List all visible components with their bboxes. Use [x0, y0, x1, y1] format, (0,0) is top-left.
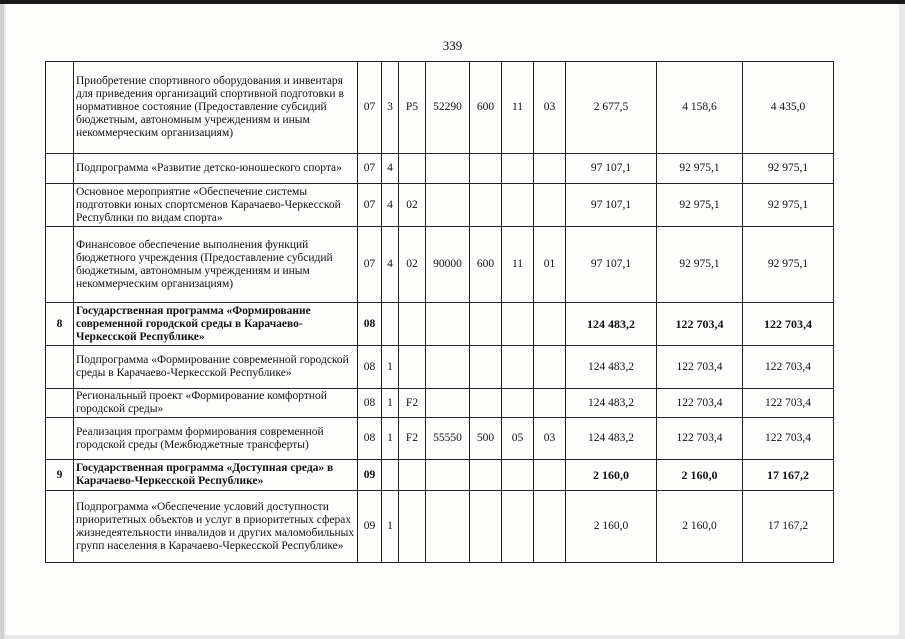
code-subprogram: 4	[382, 184, 399, 227]
code-event: 02	[399, 227, 426, 303]
code-direction	[426, 389, 470, 418]
amount-year-3: 17 167,2	[743, 460, 834, 491]
code-direction	[426, 303, 470, 346]
code-division	[502, 389, 534, 418]
code-expense-type	[470, 303, 502, 346]
code-event	[399, 460, 426, 491]
code-event	[399, 303, 426, 346]
code-subprogram	[382, 460, 399, 491]
code-direction	[426, 346, 470, 389]
code-expense-type: 600	[470, 62, 502, 154]
code-expense-type	[470, 460, 502, 491]
amount-year-1: 97 107,1	[566, 227, 657, 303]
row-description: Подпрограмма «Развитие детско-юношеского спорта»	[74, 154, 358, 184]
code-division	[502, 154, 534, 184]
page-number: 339	[442, 38, 463, 53]
code-event: P5	[399, 62, 426, 154]
code-section: 08	[358, 303, 382, 346]
code-subdivision: 03	[534, 418, 566, 460]
code-division	[502, 303, 534, 346]
code-expense-type: 600	[470, 227, 502, 303]
row-description: Подпрограмма «Формирование современной городской среды в Карачаево-Черкесской Республике»	[74, 346, 358, 389]
table-row	[46, 184, 834, 227]
table-row	[46, 303, 834, 346]
scan-edge	[0, 0, 4, 639]
code-event: 02	[399, 184, 426, 227]
row-number: 9	[46, 460, 74, 491]
table-row	[46, 418, 834, 460]
code-expense-type	[470, 154, 502, 184]
amount-year-3: 92 975,1	[743, 227, 834, 303]
code-subprogram: 4	[382, 227, 399, 303]
amount-year-1: 2 677,5	[566, 62, 657, 154]
amount-year-1: 2 160,0	[566, 460, 657, 491]
amount-year-1: 124 483,2	[566, 418, 657, 460]
table-row	[46, 154, 834, 184]
code-direction: 55550	[426, 418, 470, 460]
table-row	[46, 389, 834, 418]
amount-year-1: 97 107,1	[566, 184, 657, 227]
code-subprogram	[382, 303, 399, 346]
amount-year-2: 92 975,1	[657, 227, 743, 303]
table-row	[46, 346, 834, 389]
code-direction: 52290	[426, 62, 470, 154]
table-row	[46, 62, 834, 154]
amount-year-2: 122 703,4	[657, 303, 743, 346]
code-subprogram: 1	[382, 346, 399, 389]
budget-table	[45, 61, 834, 563]
amount-year-1: 124 483,2	[566, 389, 657, 418]
code-division	[502, 346, 534, 389]
code-expense-type	[470, 389, 502, 418]
row-description: Реализация программ формирования современной городской среды (Межбюджетные трансферты)	[74, 418, 358, 460]
amount-year-3: 122 703,4	[743, 346, 834, 389]
row-number	[46, 227, 74, 303]
code-section: 07	[358, 184, 382, 227]
amount-year-1: 97 107,1	[566, 154, 657, 184]
code-direction	[426, 460, 470, 491]
row-description: Приобретение спортивного оборудования и инвентаря для приведения организаций спортивной подготовки в нормативное состояние (Предоставление субсидий бюджетным, автономным учреждениям и иным некоммерческим организациям)	[74, 62, 358, 154]
row-description: Государственная программа «Формирование современной городской среды в Карачаево-Черкесской Республике»	[74, 303, 358, 346]
code-subdivision: 01	[534, 227, 566, 303]
code-subdivision	[534, 184, 566, 227]
code-division: 11	[502, 227, 534, 303]
code-division: 11	[502, 62, 534, 154]
code-subdivision: 03	[534, 62, 566, 154]
row-description: Финансовое обеспечение выполнения функций бюджетного учреждения (Предоставление субсидий бюджетным, автономным учреждениям и иным некоммерческим организациям)	[74, 227, 358, 303]
amount-year-2: 92 975,1	[657, 154, 743, 184]
table-body	[46, 62, 834, 563]
code-expense-type: 500	[470, 418, 502, 460]
amount-year-3: 17 167,2	[743, 491, 834, 563]
code-division	[502, 184, 534, 227]
amount-year-1: 2 160,0	[566, 491, 657, 563]
code-section: 08	[358, 418, 382, 460]
code-subdivision	[534, 303, 566, 346]
amount-year-2: 2 160,0	[657, 491, 743, 563]
amount-year-1: 124 483,2	[566, 346, 657, 389]
amount-year-3: 122 703,4	[743, 389, 834, 418]
code-division: 05	[502, 418, 534, 460]
amount-year-2: 122 703,4	[657, 389, 743, 418]
code-event	[399, 491, 426, 563]
row-number	[46, 62, 74, 154]
row-number	[46, 346, 74, 389]
table-row	[46, 460, 834, 491]
row-description: Региональный проект «Формирование комфортной городской среды»	[74, 389, 358, 418]
amount-year-3: 122 703,4	[743, 418, 834, 460]
row-description: Подпрограмма «Обеспечение условий доступности приоритетных объектов и услуг в приоритетных сферах жизнедеятельности инвалидов и других маломобильных групп населения в Карачаево-Черкесской Республике»	[74, 491, 358, 563]
amount-year-3: 122 703,4	[743, 303, 834, 346]
code-subprogram: 4	[382, 154, 399, 184]
code-event	[399, 346, 426, 389]
code-subdivision	[534, 346, 566, 389]
code-direction	[426, 491, 470, 563]
amount-year-2: 2 160,0	[657, 460, 743, 491]
code-expense-type	[470, 346, 502, 389]
scan-top-border	[0, 0, 905, 4]
amount-year-3: 92 975,1	[743, 154, 834, 184]
code-subdivision	[534, 460, 566, 491]
code-section: 09	[358, 460, 382, 491]
amount-year-3: 4 435,0	[743, 62, 834, 154]
code-expense-type	[470, 184, 502, 227]
code-direction	[426, 184, 470, 227]
code-subprogram: 3	[382, 62, 399, 154]
code-section: 07	[358, 227, 382, 303]
amount-year-2: 122 703,4	[657, 346, 743, 389]
row-number	[46, 418, 74, 460]
code-division	[502, 460, 534, 491]
row-description: Государственная программа «Доступная среда» в Карачаево-Черкесской Республике»	[74, 460, 358, 491]
row-description: Основное мероприятие «Обеспечение системы подготовки юных спортсменов Карачаево-Черкесской Республики по видам спорта»	[74, 184, 358, 227]
code-section: 09	[358, 491, 382, 563]
code-section: 08	[358, 389, 382, 418]
row-number: 8	[46, 303, 74, 346]
code-section: 07	[358, 62, 382, 154]
amount-year-2: 122 703,4	[657, 418, 743, 460]
row-number	[46, 184, 74, 227]
amount-year-2: 4 158,6	[657, 62, 743, 154]
amount-year-1: 124 483,2	[566, 303, 657, 346]
code-subprogram: 1	[382, 418, 399, 460]
code-direction: 90000	[426, 227, 470, 303]
amount-year-2: 92 975,1	[657, 184, 743, 227]
row-number	[46, 491, 74, 563]
code-event: F2	[399, 389, 426, 418]
code-section: 07	[358, 154, 382, 184]
code-event	[399, 154, 426, 184]
code-event: F2	[399, 418, 426, 460]
code-subdivision	[534, 389, 566, 418]
code-subdivision	[534, 154, 566, 184]
code-expense-type	[470, 491, 502, 563]
code-subprogram: 1	[382, 389, 399, 418]
code-subdivision	[534, 491, 566, 563]
table-row	[46, 227, 834, 303]
code-division	[502, 491, 534, 563]
code-direction	[426, 154, 470, 184]
table-row	[46, 491, 834, 563]
row-number	[46, 389, 74, 418]
code-section: 08	[358, 346, 382, 389]
code-subprogram: 1	[382, 491, 399, 563]
amount-year-3: 92 975,1	[743, 184, 834, 227]
row-number	[46, 154, 74, 184]
